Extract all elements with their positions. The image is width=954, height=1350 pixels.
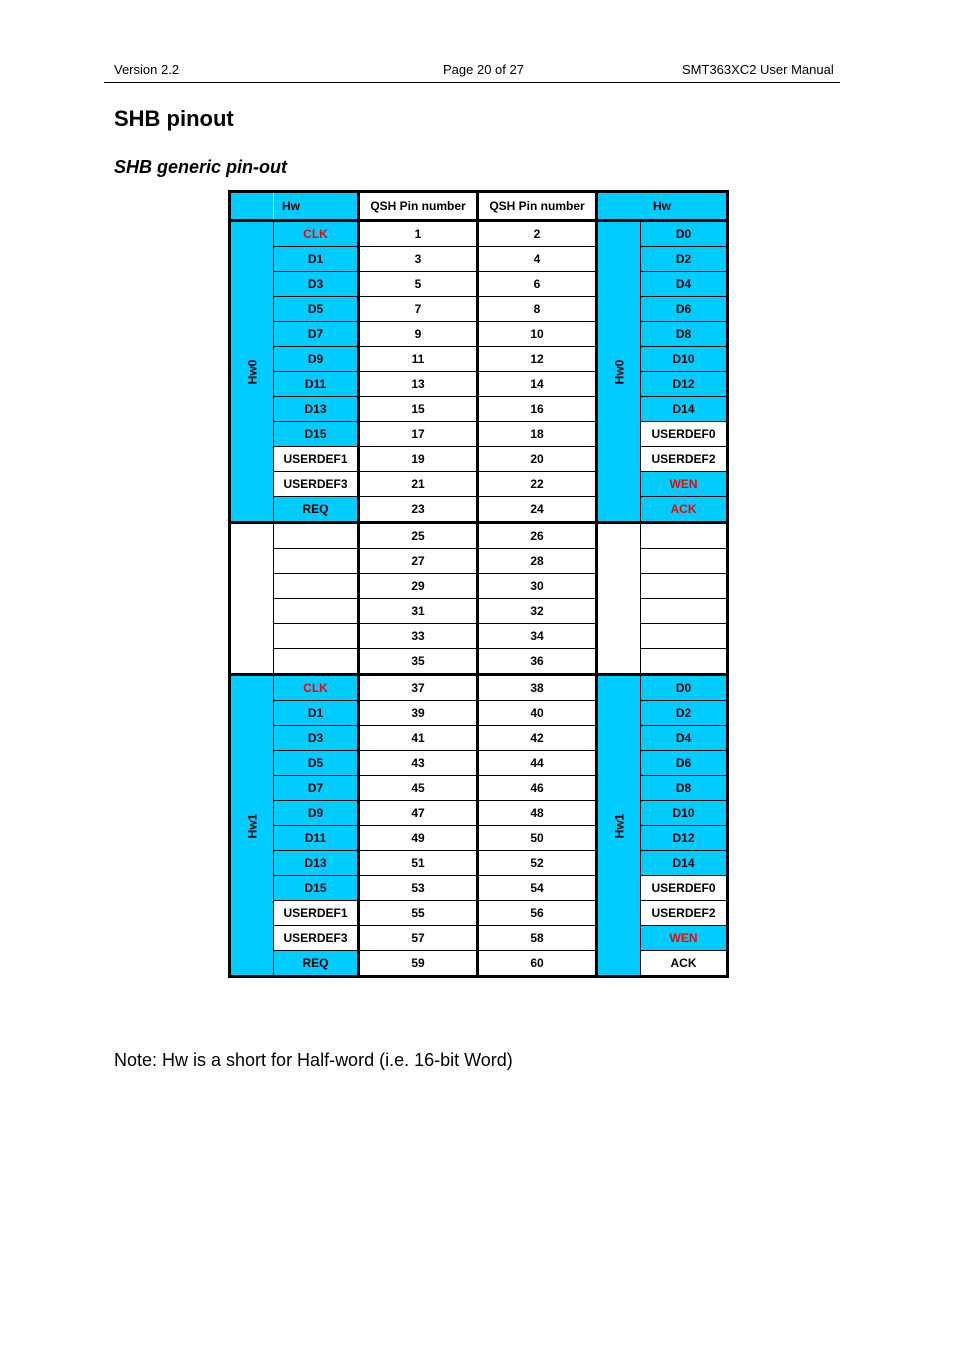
table-row	[230, 497, 728, 523]
signal-left	[274, 624, 359, 649]
signal-left: REQ	[274, 497, 359, 523]
pin-number-b: 58	[478, 926, 597, 951]
pin-number-b: 10	[478, 322, 597, 347]
signal-left	[274, 649, 359, 675]
signal-right: D8	[641, 322, 728, 347]
table-row	[230, 447, 728, 472]
pin-number-b: 56	[478, 901, 597, 926]
signal-right: D0	[641, 221, 728, 247]
group-label-right	[597, 675, 641, 977]
signal-left: D15	[274, 422, 359, 447]
table-row	[230, 549, 728, 574]
table-row	[230, 851, 728, 876]
signal-left: D1	[274, 701, 359, 726]
signal-right: D0	[641, 675, 728, 701]
pin-number-a: 11	[359, 347, 478, 372]
pin-number-b: 2	[478, 221, 597, 247]
table-row	[230, 951, 728, 977]
pin-number-a: 15	[359, 397, 478, 422]
header-rule	[104, 82, 840, 83]
table-header-row	[230, 192, 728, 221]
signal-right	[641, 574, 728, 599]
header-pin-a: QSH Pin number	[359, 192, 478, 221]
pin-number-a: 37	[359, 675, 478, 701]
pin-number-b: 32	[478, 599, 597, 624]
group-label-left	[230, 221, 274, 523]
pin-number-a: 9	[359, 322, 478, 347]
pin-number-a: 53	[359, 876, 478, 901]
pin-number-a: 47	[359, 801, 478, 826]
pin-number-b: 38	[478, 675, 597, 701]
pin-number-b: 24	[478, 497, 597, 523]
header-page-number: Page 20 of 27	[443, 62, 524, 77]
pin-number-a: 17	[359, 422, 478, 447]
signal-left: CLK	[274, 675, 359, 701]
signal-left: USERDEF3	[274, 472, 359, 497]
table-row	[230, 272, 728, 297]
signal-right: D12	[641, 826, 728, 851]
pin-number-b: 60	[478, 951, 597, 977]
pin-number-a: 51	[359, 851, 478, 876]
table-row	[230, 751, 728, 776]
pinout-body	[230, 221, 728, 977]
table-row	[230, 372, 728, 397]
table-row	[230, 322, 728, 347]
table-row	[230, 247, 728, 272]
signal-right: D14	[641, 397, 728, 422]
signal-right: USERDEF0	[641, 422, 728, 447]
signal-right: D2	[641, 701, 728, 726]
pin-number-b: 12	[478, 347, 597, 372]
signal-left: D11	[274, 372, 359, 397]
signal-left: USERDEF1	[274, 901, 359, 926]
pin-number-a: 7	[359, 297, 478, 322]
signal-left: D1	[274, 247, 359, 272]
pin-number-a: 55	[359, 901, 478, 926]
signal-right	[641, 649, 728, 675]
subsection-title: SHB generic pin-out	[114, 157, 288, 177]
signal-right: WEN	[641, 472, 728, 497]
pin-number-b: 48	[478, 801, 597, 826]
pin-number-b: 54	[478, 876, 597, 901]
header-hw-right: Hw	[597, 192, 728, 221]
table-row	[230, 649, 728, 675]
table-row	[230, 599, 728, 624]
pin-number-b: 42	[478, 726, 597, 751]
table-row	[230, 876, 728, 901]
pin-number-a: 45	[359, 776, 478, 801]
signal-right: D6	[641, 297, 728, 322]
group-label-right	[597, 523, 641, 675]
pin-number-a: 43	[359, 751, 478, 776]
signal-right	[641, 523, 728, 549]
signal-right: USERDEF2	[641, 901, 728, 926]
pin-number-a: 57	[359, 926, 478, 951]
table-row	[230, 726, 728, 751]
signal-left	[274, 574, 359, 599]
pin-number-b: 6	[478, 272, 597, 297]
pin-number-b: 34	[478, 624, 597, 649]
header-manual-title: SMT363XC2 User Manual	[682, 62, 834, 77]
pin-number-b: 8	[478, 297, 597, 322]
table-row	[230, 826, 728, 851]
signal-right: D14	[641, 851, 728, 876]
pin-number-a: 59	[359, 951, 478, 977]
section-title: SHB pinout	[114, 106, 234, 131]
pin-number-b: 30	[478, 574, 597, 599]
pin-number-a: 31	[359, 599, 478, 624]
signal-left: D7	[274, 776, 359, 801]
signal-left: REQ	[274, 951, 359, 977]
pin-number-a: 19	[359, 447, 478, 472]
signal-left: D9	[274, 801, 359, 826]
table-row	[230, 297, 728, 322]
signal-right: D8	[641, 776, 728, 801]
table-row	[230, 926, 728, 951]
pin-number-a: 49	[359, 826, 478, 851]
signal-left: D3	[274, 726, 359, 751]
signal-right: WEN	[641, 926, 728, 951]
signal-right: USERDEF2	[641, 447, 728, 472]
group-label-left	[230, 523, 274, 675]
signal-right: D4	[641, 726, 728, 751]
signal-right: ACK	[641, 497, 728, 523]
group-label-right-text: Hw0	[612, 359, 626, 384]
signal-right	[641, 599, 728, 624]
pin-number-b: 18	[478, 422, 597, 447]
signal-left	[274, 523, 359, 549]
pin-number-a: 5	[359, 272, 478, 297]
table-row	[230, 776, 728, 801]
group-label-left-text: Hw0	[245, 359, 259, 384]
signal-left: D3	[274, 272, 359, 297]
footnote: Note: Hw is a short for Half-word (i.e. 16-bit Word)	[114, 1050, 513, 1070]
signal-right: D12	[641, 372, 728, 397]
table-row	[230, 523, 728, 549]
pin-number-b: 28	[478, 549, 597, 574]
header-version: Version 2.2	[114, 62, 180, 77]
signal-left: D5	[274, 297, 359, 322]
signal-right: D10	[641, 347, 728, 372]
table-row	[230, 422, 728, 447]
table-row	[230, 397, 728, 422]
group-label-left-text: Hw1	[245, 813, 259, 838]
pin-number-b: 36	[478, 649, 597, 675]
signal-left: D5	[274, 751, 359, 776]
pin-number-b: 46	[478, 776, 597, 801]
pin-number-a: 27	[359, 549, 478, 574]
pin-number-a: 23	[359, 497, 478, 523]
signal-left: D15	[274, 876, 359, 901]
signal-right: D4	[641, 272, 728, 297]
pin-number-b: 44	[478, 751, 597, 776]
pin-number-b: 14	[478, 372, 597, 397]
pin-number-b: 22	[478, 472, 597, 497]
signal-right: USERDEF0	[641, 876, 728, 901]
pin-number-a: 25	[359, 523, 478, 549]
signal-left: D13	[274, 397, 359, 422]
signal-left: D11	[274, 826, 359, 851]
pin-number-a: 3	[359, 247, 478, 272]
pin-number-a: 1	[359, 221, 478, 247]
pin-number-a: 39	[359, 701, 478, 726]
signal-left: CLK	[274, 221, 359, 247]
pin-number-b: 4	[478, 247, 597, 272]
group-label-right	[597, 221, 641, 523]
table-row	[230, 472, 728, 497]
signal-right: D6	[641, 751, 728, 776]
header-pin-b: QSH Pin number	[478, 192, 597, 221]
signal-left: D13	[274, 851, 359, 876]
pinout-table	[228, 190, 729, 978]
signal-left: D7	[274, 322, 359, 347]
signal-right: D10	[641, 801, 728, 826]
signal-right	[641, 624, 728, 649]
signal-right: D2	[641, 247, 728, 272]
group-label-right-text: Hw1	[612, 813, 626, 838]
pin-number-a: 35	[359, 649, 478, 675]
signal-right: ACK	[641, 951, 728, 977]
pin-number-b: 50	[478, 826, 597, 851]
pin-number-b: 40	[478, 701, 597, 726]
pin-number-a: 29	[359, 574, 478, 599]
signal-left	[274, 549, 359, 574]
pin-number-a: 33	[359, 624, 478, 649]
header-spacer-left	[230, 192, 274, 221]
signal-right	[641, 549, 728, 574]
header-hw-left: Hw	[274, 192, 359, 221]
group-label-left	[230, 675, 274, 977]
signal-left	[274, 599, 359, 624]
pin-number-a: 13	[359, 372, 478, 397]
signal-left: USERDEF1	[274, 447, 359, 472]
table-row	[230, 221, 728, 247]
pin-number-b: 16	[478, 397, 597, 422]
table-row	[230, 624, 728, 649]
signal-left: USERDEF3	[274, 926, 359, 951]
pin-number-a: 41	[359, 726, 478, 751]
table-row	[230, 574, 728, 599]
table-row	[230, 347, 728, 372]
pin-number-b: 26	[478, 523, 597, 549]
table-row	[230, 901, 728, 926]
pin-number-b: 52	[478, 851, 597, 876]
table-row	[230, 801, 728, 826]
pin-number-a: 21	[359, 472, 478, 497]
table-row	[230, 675, 728, 701]
pin-number-b: 20	[478, 447, 597, 472]
signal-left: D9	[274, 347, 359, 372]
table-row	[230, 701, 728, 726]
